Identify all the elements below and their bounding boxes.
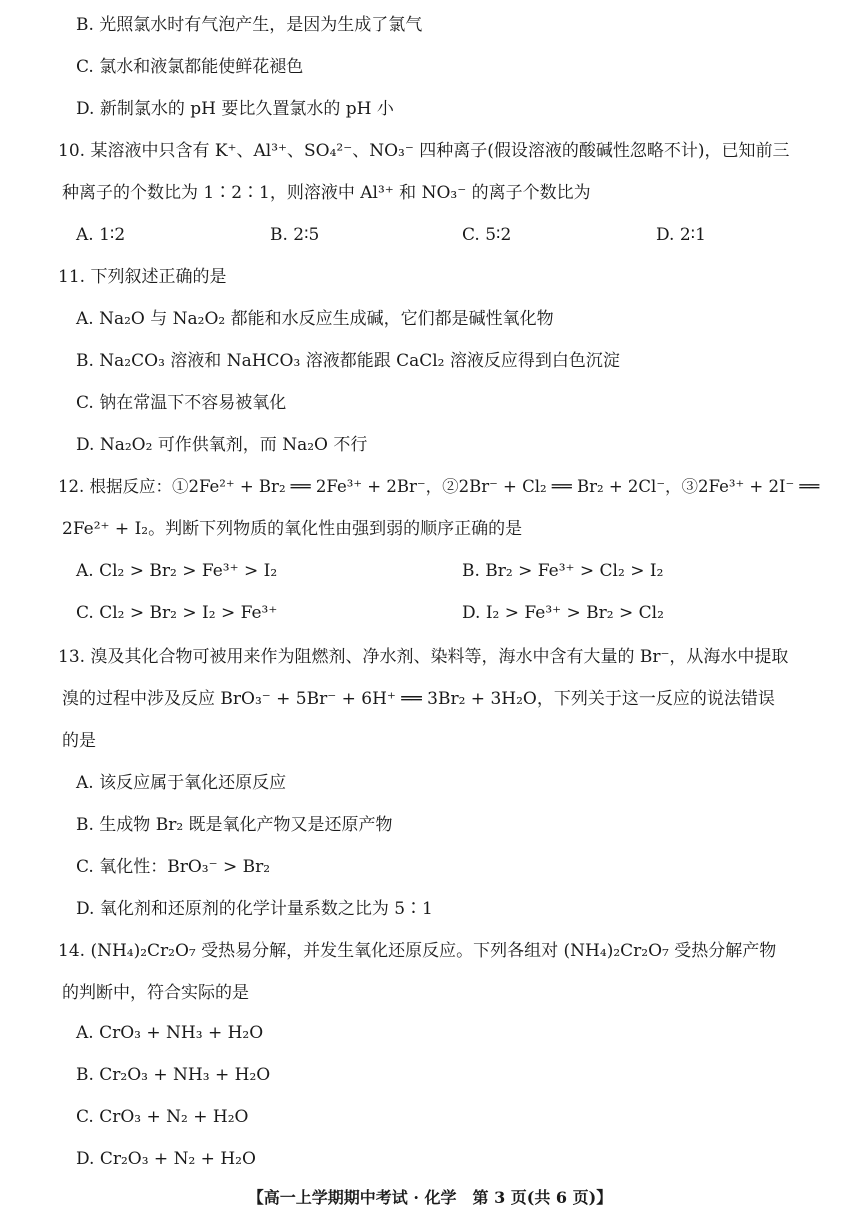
q13-option-d: D. 氧化剂和还原剂的化学计量系数之比为 5∶1 <box>76 899 433 919</box>
q12-option-b: B. Br₂ > Fe³⁺ > Cl₂ > I₂ <box>462 561 664 581</box>
q14-option-d: D. Cr₂O₃ + N₂ + H₂O <box>76 1149 256 1169</box>
q10-option-d: D. 2∶1 <box>656 225 706 245</box>
q11-stem: 11. 下列叙述正确的是 <box>58 267 227 287</box>
q12-option-d: D. I₂ > Fe³⁺ > Br₂ > Cl₂ <box>462 603 664 623</box>
q11-option-a: A. Na₂O 与 Na₂O₂ 都能和水反应生成碱，它们都是碱性氧化物 <box>76 309 554 329</box>
q9-option-d: D. 新制氯水的 pH 要比久置氯水的 pH 小 <box>76 99 394 119</box>
q13-option-b: B. 生成物 Br₂ 既是氧化产物又是还原产物 <box>76 815 393 835</box>
q9-option-c: C. 氯水和液氯都能使鲜花褪色 <box>76 57 304 77</box>
q14-option-c: C. CrO₃ + N₂ + H₂O <box>76 1107 249 1127</box>
q11-option-d: D. Na₂O₂ 可作供氧剂，而 Na₂O 不行 <box>76 435 368 455</box>
q11-option-b: B. Na₂CO₃ 溶液和 NaHCO₃ 溶液都能跟 CaCl₂ 溶液反应得到白色沉淀 <box>76 351 620 371</box>
q14-stem-line2: 的判断中，符合实际的是 <box>62 983 249 1003</box>
q13-stem-line3: 的是 <box>62 731 96 751</box>
q12-stem-line1: 12. 根据反应：①2Fe²⁺ + Br₂ ══ 2Fe³⁺ + 2Br⁻，②2Br⁻ + Cl₂ ══ Br₂ + 2Cl⁻，③2Fe³⁺ + 2I⁻ ══ <box>58 477 820 496</box>
q11-option-c: C. 钠在常温下不容易被氧化 <box>76 393 287 413</box>
q10-stem-line1: 10. 某溶液中只含有 K⁺、Al³⁺、SO₄²⁻、NO₃⁻ 四种离子(假设溶液的酸碱性忽略不计)，已知前三 <box>58 141 790 161</box>
q13-option-c: C. 氧化性：BrO₃⁻ > Br₂ <box>76 857 271 877</box>
page-footer: 【高一上学期期中考试 · 化学 第 3 页(共 6 页)】 <box>247 1188 613 1207</box>
q12-option-c: C. Cl₂ > Br₂ > I₂ > Fe³⁺ <box>76 603 278 623</box>
q10-option-b: B. 2∶5 <box>270 225 320 245</box>
q14-option-b: B. Cr₂O₃ + NH₃ + H₂O <box>76 1065 271 1085</box>
q13-option-a: A. 该反应属于氧化还原反应 <box>76 773 287 793</box>
q10-option-a: A. 1∶2 <box>76 225 126 245</box>
q10-stem-line2: 种离子的个数比为 1∶2∶1，则溶液中 Al³⁺ 和 NO₃⁻ 的离子个数比为 <box>62 183 591 203</box>
q10-option-c: C. 5∶2 <box>462 225 512 245</box>
q14-stem-line1: 14. (NH₄)₂Cr₂O₇ 受热易分解，并发生氧化还原反应。下列各组对 (NH₄)₂Cr₂O₇ 受热分解产物 <box>58 941 777 961</box>
q9-option-b: B. 光照氯水时有气泡产生，是因为生成了氯气 <box>76 15 423 35</box>
q13-stem-line2: 溴的过程中涉及反应 BrO₃⁻ + 5Br⁻ + 6H⁺ ══ 3Br₂ + 3H₂O，下列关于这一反应的说法错误 <box>62 689 775 709</box>
q12-stem-line2: 2Fe²⁺ + I₂。判断下列物质的氧化性由强到弱的顺序正确的是 <box>62 519 523 539</box>
q13-stem-line1: 13. 溴及其化合物可被用来作为阻燃剂、净水剂、染料等，海水中含有大量的 Br⁻，从海水中提取 <box>58 647 789 667</box>
q12-option-a: A. Cl₂ > Br₂ > Fe³⁺ > I₂ <box>76 561 278 581</box>
q14-option-a: A. CrO₃ + NH₃ + H₂O <box>76 1023 264 1043</box>
